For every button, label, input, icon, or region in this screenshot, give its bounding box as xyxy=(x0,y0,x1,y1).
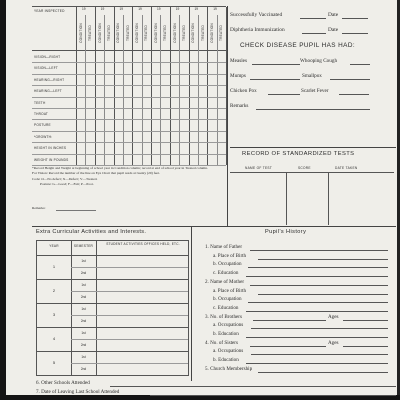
chart-row-label: *GROWTH: xyxy=(34,134,53,139)
history-item-label: c. Education xyxy=(213,270,239,277)
treated-column-header xyxy=(198,16,207,50)
ec-year-number: 3 xyxy=(52,312,56,317)
ec-year-line xyxy=(37,303,188,304)
column-header-text: CONDITION xyxy=(78,23,83,43)
year-number: 19 xyxy=(138,7,142,11)
history-item-line xyxy=(250,346,326,347)
scarlet-label: Scarlet Fever xyxy=(301,88,329,94)
year-number: 19 xyxy=(157,7,161,11)
column-header-text: CONDITION xyxy=(116,23,121,43)
chart-row-line xyxy=(32,131,226,132)
chart-row-label: HEIGHT IN INCHES xyxy=(34,146,67,151)
year-number: 19 xyxy=(213,7,217,11)
smallpox-label: Smallpox xyxy=(302,73,322,79)
chicken-pox-label: Chicken Pox xyxy=(230,88,257,94)
mumps-label: Mumps xyxy=(230,73,246,79)
condition-column-header xyxy=(189,16,198,50)
ec-semester-label: 1st xyxy=(81,259,86,263)
disease-remarks-label: Remarks xyxy=(230,103,249,109)
whooping-line xyxy=(350,64,370,65)
other-schools-label: 6. Other Schools Attended xyxy=(36,380,90,386)
tests-divider-2 xyxy=(328,173,329,225)
tests-divider-1 xyxy=(286,173,287,225)
ec-semester-label: 1st xyxy=(81,331,86,335)
column-header-text: TREATED xyxy=(163,24,168,42)
history-item-label: b. Occupation xyxy=(213,261,242,268)
year-number: 19 xyxy=(119,7,124,11)
condition-column-header xyxy=(95,16,104,50)
immunization-label: Diphtheria Immunization xyxy=(230,27,285,33)
year-number: 19 xyxy=(82,7,86,11)
scarlet-line xyxy=(339,94,369,95)
treated-column-header xyxy=(142,16,151,50)
history-item-label: a. Place of Birth xyxy=(213,252,247,259)
history-item-line xyxy=(246,337,388,338)
chart-row-line xyxy=(32,142,226,143)
column-header-text: TREATED xyxy=(219,24,224,42)
chart-row-label: POSTURE xyxy=(34,123,51,128)
ec-semester-header: SEMESTER xyxy=(73,244,94,248)
chart-row-label: WEIGHT IN POUNDS xyxy=(34,157,69,162)
top-column-divider xyxy=(227,6,228,226)
column-header-text: CONDITION xyxy=(209,23,214,43)
history-item-label: a. Occupations xyxy=(213,348,244,355)
condition-column-header xyxy=(76,16,85,50)
history-item-line xyxy=(251,354,388,355)
treated-column-header xyxy=(179,16,188,50)
history-item-line xyxy=(246,363,388,364)
ec-year-number: 5 xyxy=(52,360,56,365)
history-item-label: 2. Name of Mother xyxy=(205,278,245,285)
chart-remarks-label: Remarks: xyxy=(32,206,46,210)
ec-semester-label: 2nd xyxy=(80,319,87,323)
vaccinated-date-label: Date xyxy=(328,12,339,18)
treated-column-header xyxy=(123,16,132,50)
ec-semester-line xyxy=(71,339,188,340)
history-item-line xyxy=(258,294,388,295)
ec-year-number: 4 xyxy=(52,336,56,341)
history-item-label: 4. No. of Sisters xyxy=(205,339,238,346)
vaccinated-line xyxy=(300,18,326,19)
immunization-date-line xyxy=(342,33,368,34)
measles-label: Measles xyxy=(230,58,247,64)
ec-semester-label: 1st xyxy=(81,283,86,287)
history-ages-line xyxy=(343,320,388,321)
column-header-text: CONDITION xyxy=(172,23,177,43)
note-posture: Posture: G—Good; F—Fair; P—Poor. xyxy=(40,181,94,186)
ec-year-line xyxy=(37,351,188,352)
ec-semester-label: 2nd xyxy=(80,367,87,371)
tests-date-col: DATE TAKEN xyxy=(335,166,358,170)
disease-remarks-line xyxy=(256,109,370,110)
extra-curricular-table xyxy=(36,240,189,376)
treated-column-header xyxy=(160,16,169,50)
ec-year-number: 2 xyxy=(52,288,56,293)
condition-column-header xyxy=(132,16,141,50)
history-item-line xyxy=(246,276,388,277)
chart-row-label: HEARING—RIGHT xyxy=(34,77,65,82)
treated-column-header xyxy=(217,16,226,50)
ec-semester-label: 2nd xyxy=(80,295,87,299)
year-number: 19 xyxy=(175,7,180,11)
history-ages-label: Ages xyxy=(328,339,339,346)
measles-line xyxy=(252,64,300,65)
ec-semester-label: 2nd xyxy=(80,343,87,347)
ec-semester-line xyxy=(71,363,188,364)
history-item-line xyxy=(251,328,388,329)
chart-row-line xyxy=(32,108,226,109)
treated-column-header xyxy=(85,16,94,50)
history-item-line xyxy=(250,250,388,251)
ec-year-line xyxy=(37,327,188,328)
chart-remarks-line xyxy=(56,210,96,211)
tests-score-col: SCORE xyxy=(298,166,311,170)
column-header-text: TREATED xyxy=(88,24,93,42)
history-item-label: 5. Church Membership xyxy=(205,365,253,372)
column-header-text: CONDITION xyxy=(97,23,102,43)
column-header-text: TREATED xyxy=(200,24,205,42)
history-item-label: 1. Name of Father xyxy=(205,244,243,250)
history-item-line xyxy=(253,320,326,321)
column-header-text: CONDITION xyxy=(153,23,158,43)
chart-row-line xyxy=(32,154,226,155)
ec-semester-line xyxy=(71,291,188,292)
column-header-text: TREATED xyxy=(181,24,186,42)
ec-semester-label: 2nd xyxy=(80,271,87,275)
condition-column-header xyxy=(207,16,216,50)
condition-column-header xyxy=(151,16,160,50)
history-item-line xyxy=(258,259,388,260)
chart-row-line xyxy=(32,85,226,86)
column-header-text: TREATED xyxy=(125,24,130,42)
date-leaving-label: 7. Date of Leaving Last School Attended xyxy=(36,389,120,395)
tests-name-col: NAME OF TEST xyxy=(245,166,273,170)
note-height-weight: *Record Height and Weight at beginning of school year in Condition column; record at end of school year in Treated column. xyxy=(32,166,208,170)
history-item-label: c. Education xyxy=(213,304,239,311)
history-ages-label: Ages xyxy=(328,313,339,320)
ec-year-number: 1 xyxy=(52,264,56,269)
note-code: Code: O—No defect; X—Defect; V—Treated. xyxy=(32,176,98,181)
condition-column-header xyxy=(170,16,179,50)
ec-divider-2 xyxy=(96,241,97,375)
smallpox-line xyxy=(330,79,370,80)
history-item-label: b. Education xyxy=(213,331,239,337)
chart-row-label: VISION—LEFT xyxy=(34,66,58,71)
disease-heading: CHECK DISEASE PUPIL HAS HAD: xyxy=(240,42,356,49)
bottom-column-divider xyxy=(191,226,192,381)
column-header-text: TREATED xyxy=(144,24,149,42)
history-item-label: a. Occupations xyxy=(213,322,244,329)
whooping-label: Whooping Cough xyxy=(300,58,338,64)
chart-row-label: VISION—RIGHT xyxy=(34,55,61,59)
health-inspection-chart xyxy=(32,6,226,164)
vaccinated-label: Successfully Vaccinated xyxy=(230,12,283,18)
extra-curricular-title: Extra Curricular Activities and Interests. xyxy=(36,229,147,235)
tests-top-border xyxy=(230,147,396,148)
year-number: 19 xyxy=(194,7,199,11)
history-item-label: b. Occupation xyxy=(213,296,242,303)
ec-semester-line xyxy=(71,267,188,268)
chart-row-label: TEETH xyxy=(34,100,46,105)
ec-year-header: YEAR xyxy=(49,244,59,248)
pupils-history-title: Pupil's History xyxy=(265,229,307,235)
note-vision: For Vision: Record the number of the line on Eye Chart that pupil reads at twenty (20) feet. xyxy=(32,171,160,176)
chart-notes xyxy=(32,166,222,187)
history-item-line xyxy=(246,311,388,312)
immunization-date-label: Date xyxy=(328,27,339,33)
other-schools-line xyxy=(110,386,396,387)
immunization-line xyxy=(302,33,326,34)
history-item-line xyxy=(248,302,388,303)
ec-year-line xyxy=(37,279,188,280)
chart-row-label: THROAT xyxy=(34,112,49,116)
history-item-line xyxy=(250,285,388,286)
column-header-text: CONDITION xyxy=(134,23,139,43)
mumps-line xyxy=(250,79,300,80)
history-ages-line xyxy=(343,346,388,347)
chart-row-label: HEARING—LEFT xyxy=(34,89,62,94)
section-divider xyxy=(32,226,396,227)
chicken-pox-line xyxy=(268,94,300,95)
scan-edge-left xyxy=(0,0,6,400)
condition-column-header xyxy=(114,16,123,50)
vaccinated-date-line xyxy=(342,18,368,19)
ec-semester-line xyxy=(71,315,188,316)
chart-row-line xyxy=(32,119,226,120)
history-item-line xyxy=(258,372,388,373)
ec-semester-label: 1st xyxy=(81,307,86,311)
column-header-text: TREATED xyxy=(106,24,111,42)
chart-row-line xyxy=(32,62,226,63)
tests-heading: RECORD OF STANDARDIZED TESTS xyxy=(242,151,355,157)
tests-table xyxy=(230,172,394,224)
column-header-text: CONDITION xyxy=(191,23,196,43)
history-item-label: b. Education xyxy=(213,357,239,364)
ec-header-line xyxy=(37,255,188,256)
date-leaving-line xyxy=(150,395,396,396)
year-number: 19 xyxy=(100,7,105,11)
history-item-label: 3. No. of Brothers xyxy=(205,313,242,320)
chart-row-line xyxy=(32,97,226,98)
chart-row-line xyxy=(32,74,226,75)
ec-semester-label: 1st xyxy=(81,355,86,359)
ec-activities-header: STUDENT ACTIVITIES OFFICES HELD, ETC. xyxy=(106,242,180,246)
year-inspected-label: YEAR INSPECTED xyxy=(34,9,65,13)
history-item-label: a. Place of Birth xyxy=(213,287,247,294)
history-item-line xyxy=(248,267,388,268)
treated-column-header xyxy=(104,16,113,50)
